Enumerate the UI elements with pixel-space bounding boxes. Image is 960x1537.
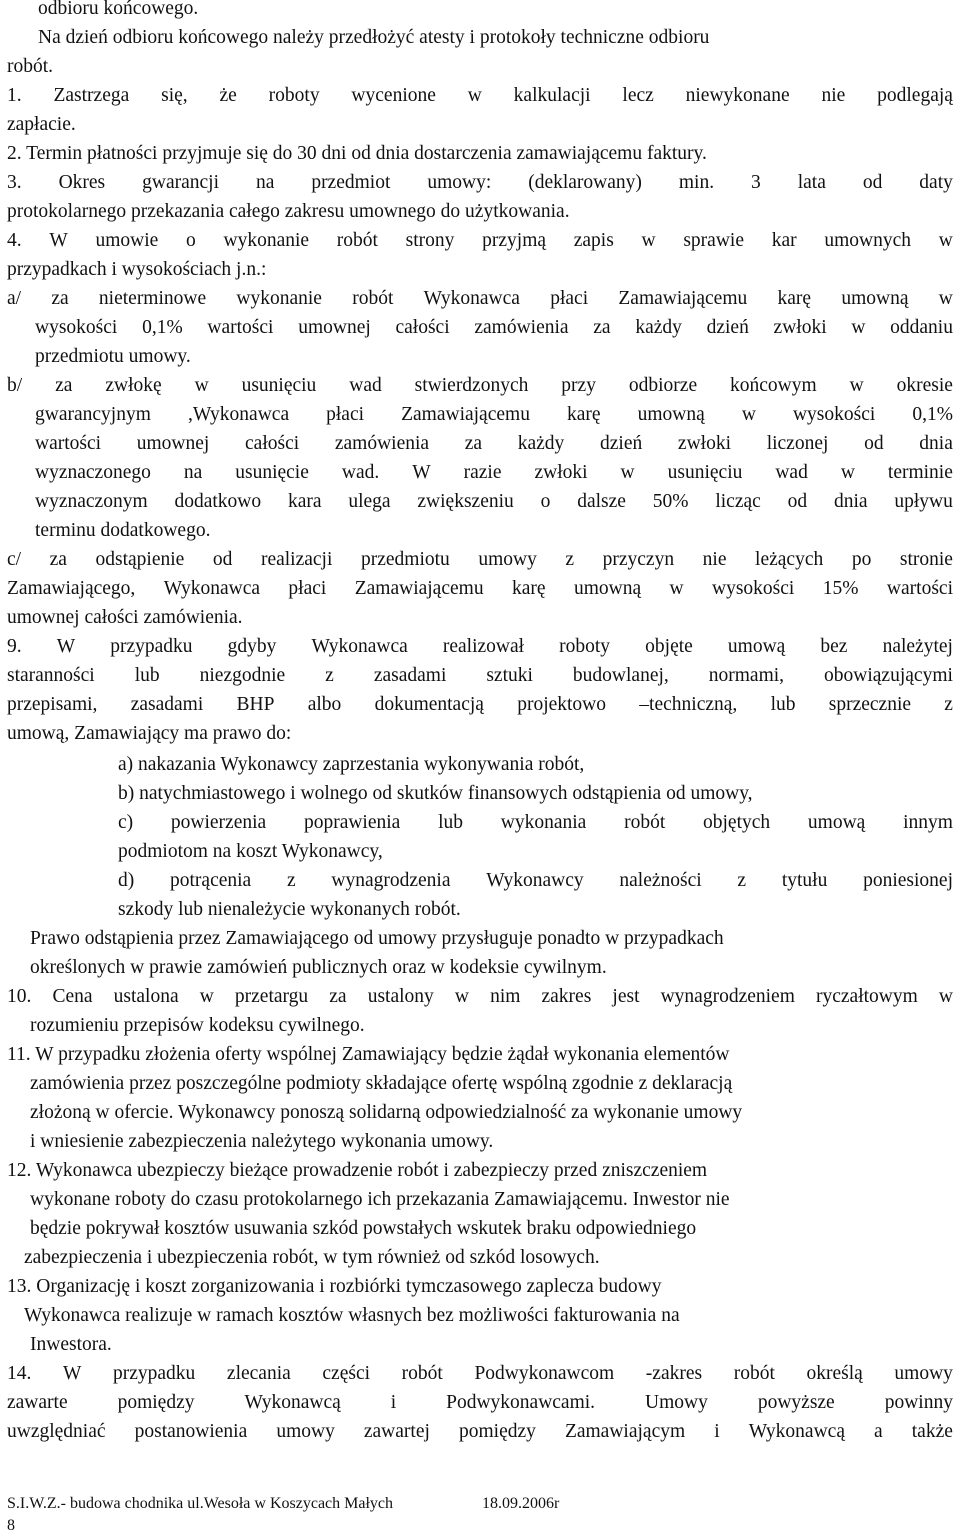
text-line: wykonane roboty do czasu protokolarnego ich przekazania Zamawiającemu. Inwestor nie: [30, 1189, 730, 1210]
word: płaci: [326, 404, 365, 425]
text-line: zamówienia przez poszczególne podmioty składające ofertę wspólną zgodnie z deklaracją: [30, 1073, 733, 1094]
word: płaci: [288, 578, 327, 599]
word: 10.: [7, 986, 32, 1007]
word: odbiorze: [628, 375, 698, 396]
word: oddaniu: [890, 317, 953, 338]
word: i: [714, 1421, 720, 1442]
word: ,Wykonawca: [187, 404, 290, 425]
text-line: [118, 808, 953, 837]
word: określą: [806, 1363, 863, 1384]
word: na: [183, 462, 203, 483]
word: w: [669, 578, 684, 599]
word: lub: [134, 665, 160, 686]
word: licząc: [715, 491, 761, 512]
word: robót: [352, 288, 394, 309]
word: przedmiot: [311, 172, 391, 193]
word: z: [944, 694, 953, 715]
word: zwłoki: [773, 317, 827, 338]
word: stronie: [899, 549, 953, 570]
footer-date: 18.09.2006r: [482, 1495, 560, 1512]
text-line: 13. Organizację i koszt zorganizowania i rozbiórki tymczasowego zaplecza budowy: [7, 1276, 662, 1297]
word: od: [864, 433, 884, 454]
word: od: [862, 172, 883, 193]
word: postanowienia: [134, 1421, 248, 1442]
word: niezgodnie: [199, 665, 286, 686]
word: obowiązującymi: [824, 665, 953, 686]
text-line: [7, 545, 953, 574]
word: poprawienia: [303, 812, 401, 833]
word: Podwykonawcami.: [446, 1392, 596, 1413]
word: powinny: [884, 1392, 953, 1413]
text-line: przedmiotu umowy.: [35, 346, 191, 367]
text-line: przypadkach i wysokościach j.n.:: [7, 259, 267, 280]
word: dnia: [919, 433, 953, 454]
text-line: Prawo odstąpienia przez Zamawiającego od umowy przysługuje ponadto w przypadkach: [30, 928, 724, 949]
word: usunięciu: [667, 462, 743, 483]
word: w: [938, 230, 953, 251]
word: 15%: [822, 578, 859, 599]
word: przypadku: [110, 636, 193, 657]
word: Cena: [52, 986, 93, 1007]
word: leżących: [755, 549, 824, 570]
word: tytułu: [781, 870, 828, 891]
word: zlecania: [226, 1363, 291, 1384]
word: umowy: [894, 1363, 953, 1384]
text-line: [7, 1388, 953, 1417]
word: każdy: [635, 317, 682, 338]
word: terminie: [887, 462, 953, 483]
word: dzień: [600, 433, 643, 454]
word: wad.: [341, 462, 380, 483]
word: potrącenia: [170, 870, 252, 891]
text-line: [7, 284, 953, 313]
word: zawartej: [363, 1421, 430, 1442]
word: umowie: [95, 230, 159, 251]
word: na: [255, 172, 275, 193]
word: ulega: [348, 491, 391, 512]
word: umowy: [276, 1421, 335, 1442]
word: 4.: [7, 230, 22, 251]
word: umownej: [298, 317, 371, 338]
word: wartości: [207, 317, 274, 338]
word: Wykonawcą: [748, 1421, 845, 1442]
word: 1.: [7, 85, 22, 106]
word: o: [540, 491, 551, 512]
word: za: [51, 288, 69, 309]
word: dalsze: [577, 491, 626, 512]
word: robót: [733, 1363, 775, 1384]
word: BHP: [236, 694, 275, 715]
word: d): [118, 870, 135, 891]
word: przepisami,: [7, 694, 98, 715]
text-line: [35, 487, 953, 516]
word: realizował: [442, 636, 525, 657]
word: wyznaczonym: [35, 491, 148, 512]
word: zamówienia: [334, 433, 430, 454]
word: dodatkowo: [174, 491, 262, 512]
word: nim: [490, 986, 521, 1007]
word: strony: [405, 230, 455, 251]
word: -zakres: [645, 1363, 703, 1384]
word: normami,: [708, 665, 785, 686]
word: za: [55, 375, 73, 396]
word: 14.: [7, 1363, 32, 1384]
word: zwłokę: [105, 375, 162, 396]
word: o: [186, 230, 196, 251]
word: budowlanej,: [572, 665, 669, 686]
word: projektowo: [517, 694, 607, 715]
text-line: 11. W przypadku złożenia oferty wspólnej Zamawiający będzie żądał wykonania elementów: [7, 1044, 730, 1065]
text-line: [7, 226, 953, 255]
word: sztuki: [486, 665, 533, 686]
text-line: [7, 1417, 953, 1446]
word: sprawie: [683, 230, 744, 251]
word: wynagrodzenia: [331, 870, 451, 891]
word: umownych: [824, 230, 911, 251]
word: umowną: [841, 288, 909, 309]
text-line: szkody lub nienależycie wykonanych robót.: [118, 899, 461, 920]
word: w: [741, 404, 756, 425]
word: usunięciu: [241, 375, 317, 396]
text-line: robót.: [7, 56, 54, 77]
text-line: odbioru końcowego.: [38, 0, 199, 19]
word: Zastrzega: [53, 85, 130, 106]
word: z: [325, 665, 334, 686]
word: dnia: [833, 491, 868, 512]
word: umowy: [478, 549, 537, 570]
word: Wykonawca: [163, 578, 260, 599]
word: za: [49, 549, 67, 570]
word: niewykonane: [685, 85, 790, 106]
word: w: [938, 288, 953, 309]
word: przy: [561, 375, 596, 396]
word: Wykonawcy: [486, 870, 584, 891]
word: gwarancyjnym: [35, 404, 151, 425]
word: gdyby: [227, 636, 277, 657]
word: lub: [770, 694, 796, 715]
text-line: [118, 866, 953, 895]
word: 9.: [7, 636, 22, 657]
word: płaci: [550, 288, 589, 309]
word: wycenione: [351, 85, 436, 106]
word: lata: [797, 172, 826, 193]
word: także: [911, 1421, 953, 1442]
word: okresie: [896, 375, 953, 396]
text-line: [35, 400, 953, 429]
word: wynagrodzeniem: [660, 986, 795, 1007]
word: karę: [567, 404, 601, 425]
word: 0,1%: [142, 317, 183, 338]
text-line: [35, 458, 953, 487]
word: 3.: [7, 172, 22, 193]
text-line: [35, 429, 953, 458]
word: powierzenia: [170, 812, 267, 833]
word: podlegają: [877, 85, 953, 106]
word: każdy: [517, 433, 565, 454]
word: 50%: [652, 491, 689, 512]
text-line: podmiotom na koszt Wykonawcy,: [118, 841, 383, 862]
word: w: [851, 317, 866, 338]
word: umowy:: [427, 172, 492, 193]
word: należności: [619, 870, 702, 891]
word: w: [849, 375, 864, 396]
word: w: [840, 462, 855, 483]
word: przedmiotu: [360, 549, 450, 570]
word: 0,1%: [912, 404, 953, 425]
word: Zamawiającego,: [7, 578, 136, 599]
word: poniesionej: [863, 870, 953, 891]
word: umową: [727, 636, 786, 657]
text-line: 12. Wykonawca ubezpieczy bieżące prowadzenie robót i zabezpieczy przed zniszczeniem: [7, 1160, 708, 1181]
word: ryczałtowym: [815, 986, 918, 1007]
word: umową: [807, 812, 866, 833]
word: min.: [678, 172, 715, 193]
word: w: [194, 375, 209, 396]
word: roboty: [268, 85, 320, 106]
text-line: umownej całości zamówienia.: [7, 607, 243, 628]
word: z: [565, 549, 575, 570]
word: zasadami: [373, 665, 447, 686]
word: zamówienia: [474, 317, 569, 338]
word: w: [454, 986, 469, 1007]
text-line: zapłacie.: [7, 114, 76, 135]
text-line: [7, 81, 953, 110]
footer-text: S.I.W.Z.- budowa chodnika ul.Wesoła w Koszycach Małych: [7, 1495, 394, 1512]
word: umownej: [136, 433, 210, 454]
word: albo: [307, 694, 342, 715]
word: z: [737, 870, 747, 891]
word: realizacji: [260, 549, 333, 570]
word: W: [412, 462, 431, 483]
text-line: [7, 168, 953, 197]
word: wartości: [886, 578, 953, 599]
word: ustalony: [367, 986, 434, 1007]
word: innym: [903, 812, 953, 833]
text-line: [7, 574, 953, 603]
text-line: [7, 632, 953, 661]
text-line: złożoną w ofercie. Wykonawcy ponoszą solidarną odpowiedzialność za wykonanie umowy: [30, 1102, 743, 1123]
word: razie: [463, 462, 502, 483]
word: Okres: [58, 172, 106, 193]
word: za: [464, 433, 483, 454]
word: po: [851, 549, 872, 570]
word: nie: [702, 549, 727, 570]
word: wykonania: [500, 812, 587, 833]
word: upływu: [894, 491, 953, 512]
word: przypadku: [113, 1363, 196, 1384]
word: wyznaczonego: [35, 462, 151, 483]
word: sprzecznie: [828, 694, 912, 715]
text-line: określonych w prawie zamówień publicznych oraz w kodeksie cywilnym.: [30, 957, 607, 978]
word: nie: [821, 85, 846, 106]
word: od: [787, 491, 808, 512]
word: c): [118, 812, 134, 833]
word: przetargu: [234, 986, 309, 1007]
word: W: [56, 636, 76, 657]
word: kar: [771, 230, 797, 251]
word: zwłoki: [534, 462, 588, 483]
text-line: zabezpieczenia i ubezpieczenia robót, w tym również od szkód losowych.: [24, 1247, 600, 1268]
word: objętych: [703, 812, 771, 833]
word: zwiększeniu: [417, 491, 514, 512]
word: od: [212, 549, 233, 570]
word: kara: [287, 491, 322, 512]
word: za: [593, 317, 611, 338]
word: jest: [612, 986, 640, 1007]
word: staranności: [7, 665, 95, 686]
word: objęte: [645, 636, 693, 657]
text-line: a) nakazania Wykonawcy zaprzestania wykonywania robót,: [118, 754, 585, 775]
word: b/: [7, 375, 23, 396]
word: roboty: [559, 636, 611, 657]
word: wykonanie: [236, 288, 322, 309]
word: z: [286, 870, 296, 891]
word: karę: [511, 578, 546, 599]
word: robót: [401, 1363, 443, 1384]
word: wad: [349, 375, 382, 396]
word: robót: [624, 812, 666, 833]
word: Zamawiającemu: [618, 288, 748, 309]
word: należytej: [882, 636, 953, 657]
word: uwzględniać: [7, 1421, 106, 1442]
text-line: 2. Termin płatności przyjmuje się do 30 dni od dnia dostarczenia zamawiającemu faktury.: [7, 143, 707, 164]
word: wykonanie: [223, 230, 310, 251]
word: całości: [395, 317, 450, 338]
word: a/: [7, 288, 22, 309]
text-line: będzie pokrywał kosztów usuwania szkód powstałych wskutek braku odpowiedniego: [30, 1218, 697, 1239]
word: za: [329, 986, 347, 1007]
word: Wykonawcą: [244, 1392, 341, 1413]
word: zawarte: [7, 1392, 68, 1413]
word: wysokości: [35, 317, 118, 338]
word: się,: [161, 85, 188, 106]
word: kalkulacji: [513, 85, 591, 106]
text-line: Inwestora.: [30, 1334, 112, 1355]
word: dzień: [706, 317, 749, 338]
word: –techniczną,: [639, 694, 738, 715]
word: daty: [919, 172, 953, 193]
word: zapis: [573, 230, 614, 251]
word: w: [199, 986, 214, 1007]
word: w: [641, 230, 656, 251]
word: a: [874, 1421, 883, 1442]
word: usunięcie: [235, 462, 309, 483]
word: zakres: [541, 986, 592, 1007]
word: dokumentacją: [374, 694, 484, 715]
word: stwierdzonych: [414, 375, 529, 396]
text-line: umową, Zamawiający ma prawo do:: [7, 723, 292, 744]
word: lub: [438, 812, 464, 833]
text-line: [7, 371, 953, 400]
word: końcowym: [730, 375, 817, 396]
word: zwłoki: [677, 433, 731, 454]
text-line: [7, 661, 953, 690]
word: pomiędzy: [458, 1421, 536, 1442]
text-line: i wniesienie zabezpieczenia należytego wykonania umowy.: [30, 1131, 494, 1152]
word: gwarancji: [142, 172, 219, 193]
word: pomiędzy: [117, 1392, 195, 1413]
word: w: [938, 986, 953, 1007]
text-line: rozumieniu przepisów kodeksu cywilnego.: [30, 1015, 365, 1036]
text-line: terminu dodatkowego.: [35, 520, 211, 541]
word: ustalona: [113, 986, 179, 1007]
word: w: [620, 462, 635, 483]
word: Wykonawca: [423, 288, 520, 309]
word: zasadami: [130, 694, 204, 715]
word: W: [49, 230, 68, 251]
word: całości: [245, 433, 300, 454]
text-line: [7, 1359, 953, 1388]
word: Podwykonawcom: [474, 1363, 615, 1384]
word: przyczyn: [602, 549, 675, 570]
word: Zamawiającym: [564, 1421, 686, 1442]
word: i: [390, 1392, 397, 1413]
word: umowną: [637, 404, 705, 425]
text-line: b) natychmiastowego i wolnego od skutków finansowych odstąpienia od umowy,: [118, 783, 753, 804]
text-line: Na dzień odbioru końcowego należy przedłożyć atesty i protokoły techniczne odbioru: [38, 27, 710, 48]
word: karę: [777, 288, 812, 309]
word: wartości: [35, 433, 102, 454]
page-number: 8: [7, 1517, 15, 1534]
word: nieterminowe: [98, 288, 207, 309]
word: wysokości: [792, 404, 876, 425]
word: liczonej: [766, 433, 829, 454]
word: robót: [336, 230, 378, 251]
text-line: protokolarnego przekazania całego zakresu umownego do użytkowania.: [7, 201, 570, 222]
word: wysokości: [712, 578, 795, 599]
word: odstąpienie: [95, 549, 185, 570]
word: 3: [751, 172, 761, 193]
word: (deklarowany): [528, 172, 642, 193]
word: części: [322, 1363, 371, 1384]
word: Wykonawca: [311, 636, 408, 657]
text-line: [7, 690, 953, 719]
word: c/: [7, 549, 22, 570]
text-line: [35, 313, 953, 342]
word: umowną: [573, 578, 642, 599]
word: Umowy: [645, 1392, 708, 1413]
word: przyjmą: [482, 230, 547, 251]
word: powyższe: [757, 1392, 835, 1413]
word: lecz: [622, 85, 654, 106]
word: W: [62, 1363, 82, 1384]
word: że: [219, 85, 237, 106]
word: w: [467, 85, 482, 106]
text-line: [7, 982, 953, 1011]
word: Zamawiającemu: [401, 404, 530, 425]
word: wad: [775, 462, 808, 483]
text-line: Wykonawca realizuje w ramach kosztów własnych bez możliwości fakturowania na: [24, 1305, 680, 1326]
word: bez: [820, 636, 848, 657]
word: Zamawiającemu: [354, 578, 484, 599]
